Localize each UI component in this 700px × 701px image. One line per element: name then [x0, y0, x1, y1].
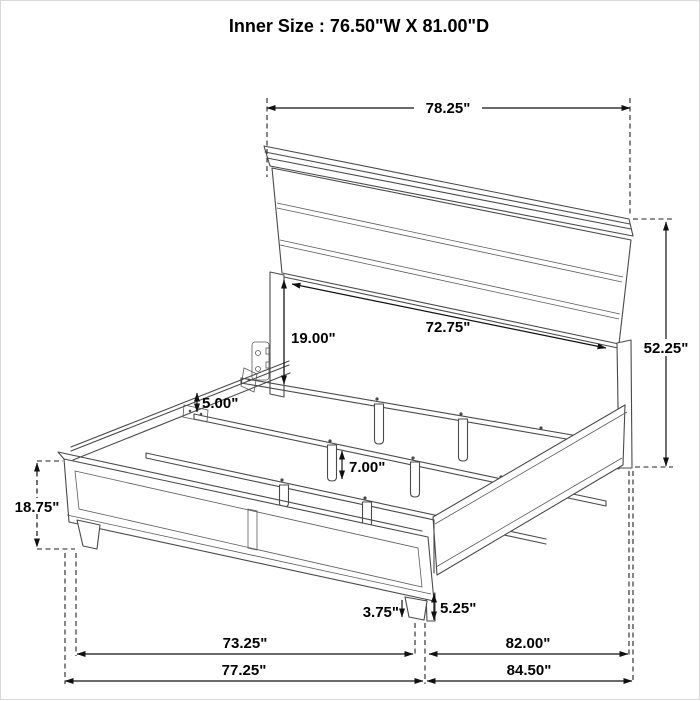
footboard: [58, 452, 434, 620]
dim-label-headboard-leg-height: 19.00": [291, 330, 336, 347]
dim-label-rail-drop: 5.00": [202, 395, 239, 412]
dim-label-bottom-inner-width: 73.25": [222, 635, 268, 652]
diagram-title: Inner Size : 76.50"W X 81.00"D: [228, 16, 490, 36]
dim-label-headboard-height: 52.25": [643, 340, 689, 357]
dim-label-corner-foot-height: 5.25": [440, 600, 477, 617]
dim-label-footboard-foot-height: 3.75": [362, 604, 399, 621]
dim-label-top-width: 78.25": [425, 100, 471, 117]
diagram-svg: [1, 1, 700, 701]
center-leg: [375, 404, 384, 444]
footboard-left-foot: [77, 520, 100, 549]
dim-label-bottom-outer-width: 77.25": [221, 662, 267, 679]
dim-label-bottom-inner-depth: 82.00": [505, 635, 551, 652]
footboard-right-foot: [405, 597, 427, 620]
dim-label-headboard-inner-width: 72.75": [425, 319, 471, 336]
rail-bracket: [241, 342, 270, 392]
center-leg: [328, 445, 337, 481]
left-rail-lines: [71, 361, 290, 460]
slat-bar-1: [241, 378, 613, 447]
left-side-rail: [71, 361, 290, 460]
dim-label-footboard-height: 18.75": [14, 499, 60, 516]
center-leg: [459, 419, 468, 461]
dim-label-bottom-outer-depth: 84.50": [506, 662, 552, 679]
center-leg: [280, 485, 289, 507]
dim-label-center-leg-height: 7.00": [349, 459, 386, 476]
right-side-rail: [426, 405, 627, 621]
center-leg: [411, 462, 420, 497]
headboard: [241, 146, 633, 469]
